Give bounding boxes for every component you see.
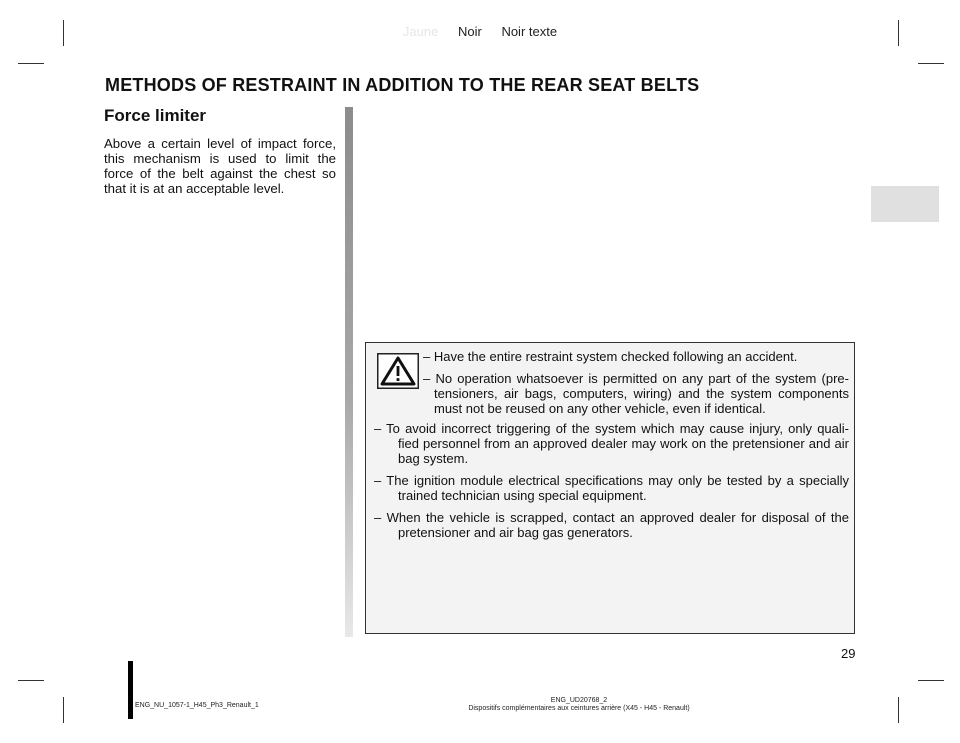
warning-item: – To avoid incorrect triggering of the system which may cause injury, only quali-fied personnel from an approved dealer may work on the pretensioner and air bag system. [374,421,849,466]
warning-box [365,342,855,634]
force-limiter-section [104,106,336,196]
crop-mark [918,680,944,681]
crop-mark [918,63,944,64]
warning-item: – The ignition module electrical specifications may only be tested by a specially trained technician using special equipment. [374,473,849,503]
warning-top-items [423,349,849,423]
chapter-tab [871,186,939,222]
color-label-jaune: Jaune [402,24,439,39]
warning-item: – Have the entire restraint system checked following an accident. [423,349,798,364]
crop-mark [898,697,899,723]
footer-description: Dispositifs complémentaires aux ceintures arrière (X45 - H45 - Renault) [468,705,690,712]
crop-mark [18,63,44,64]
section-body: Above a certain level of impact force, this mechanism is used to limit the force of the belt against the chest so that it is at an acceptable level. [104,136,336,196]
crop-mark [63,697,64,723]
warning-list [374,421,849,547]
footer-code: ENG_UD20768_2 [550,697,608,704]
warning-triangle-icon [377,353,419,389]
footer-bar [128,661,133,719]
print-color-labels [0,24,960,39]
column-divider [345,107,353,637]
warning-item: – When the vehicle is scrapped, contact an approved dealer for disposal of the pretensioner and air bag gas generators. [374,510,849,540]
crop-mark [18,680,44,681]
footer-doc-id: ENG_NU_1057-1_H45_Ph3_Renault_1 [135,702,259,709]
page-title: METHODS OF RESTRAINT IN ADDITION TO THE REAR SEAT BELTS [105,75,700,95]
color-label-noir: Noir [457,24,482,39]
color-label-noir-texte: Noir texte [501,24,558,39]
warning-item: – No operation whatsoever is permitted on any part of the system (pre-tensioners, air bags, computers, wiring) and the system components must not be reused on any other vehicle, even if identical. [423,371,849,416]
section-subtitle: Force limiter [104,106,207,125]
page-number: 29 [841,646,856,661]
footer-source-info [420,697,738,713]
